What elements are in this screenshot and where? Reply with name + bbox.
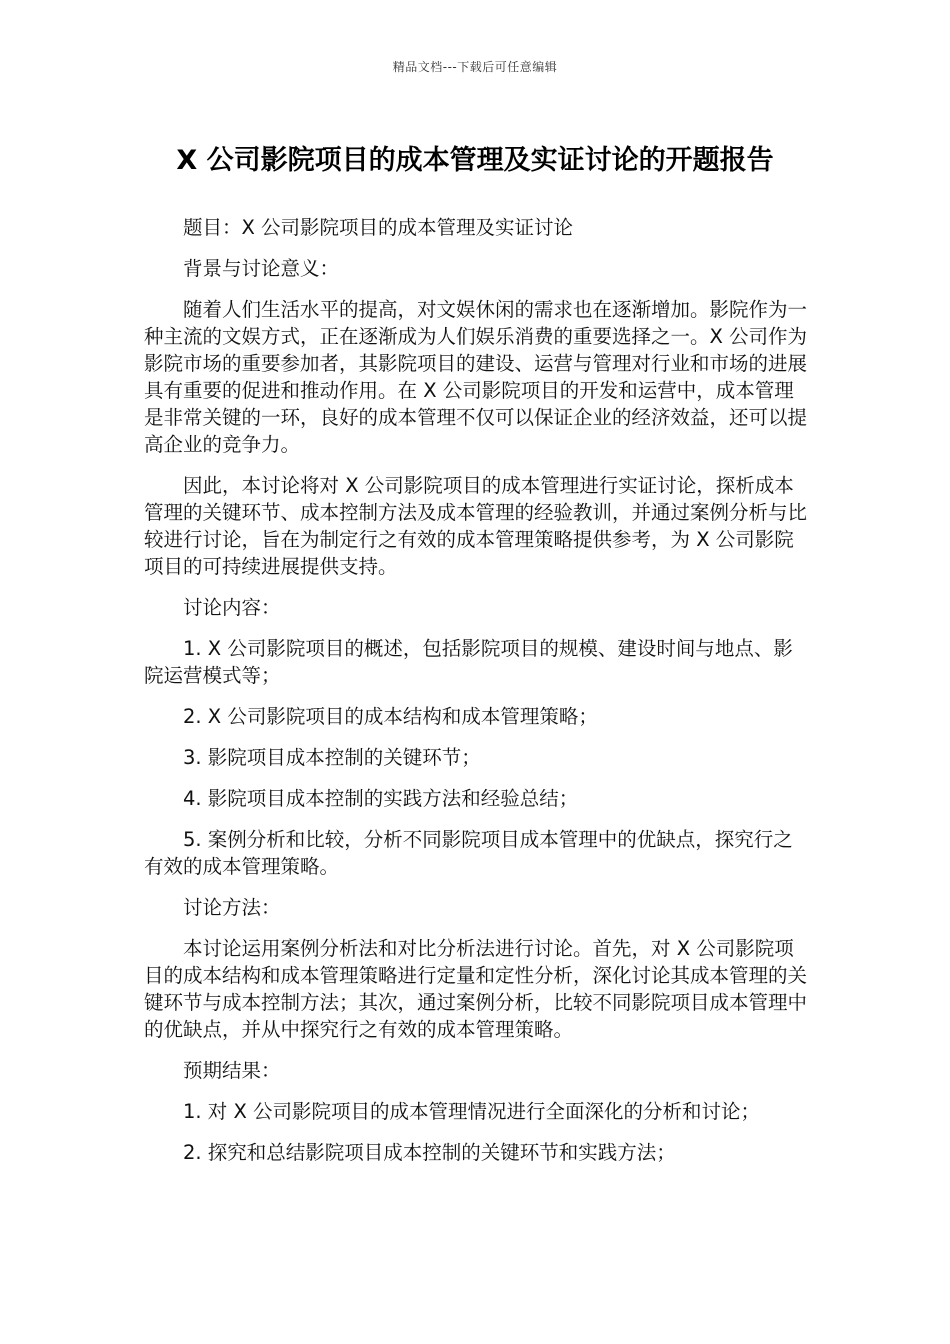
background-paragraph: 随着人们生活水平的提高，对文娱休闲的需求也在逐渐增加。影院作为一种主流的文娱方式，正在逐渐成为人们娱乐消费的重要选择之一。X 公司作为影院市场的重要参加者，其影院项目的建设、运营与管理对行业和市场的进展具有重要的促进和推动作用。在 X 公司影院项目的开发和运营中，成本管理是非常关键的一环，良好的成本管理不仅可以保证企业的经济效益，还可以提高企业的竞争力。 xyxy=(144,298,808,456)
section-heading-content: 讨论内容： xyxy=(183,596,281,619)
section-heading-background: 背景与讨论意义： xyxy=(183,257,340,280)
page-header-watermark: 精品文档---下载后可任意编辑 xyxy=(392,60,558,74)
result-item-1: 1. 对 X 公司影院项目的成本管理情况进行全面深化的分析和讨论； xyxy=(183,1100,761,1123)
section-heading-method: 讨论方法： xyxy=(183,896,281,919)
content-item-2: 2. X 公司影院项目的成本结构和成本管理策略； xyxy=(183,705,598,728)
content-item-4: 4. 影院项目成本控制的实践方法和经验总结； xyxy=(183,787,579,810)
result-item-2: 2. 探究和总结影院项目成本控制的关键环节和实践方法； xyxy=(183,1141,676,1164)
document-title: X 公司影院项目的成本管理及实证讨论的开题报告 xyxy=(176,145,774,176)
topic-line: 题目：X 公司影院项目的成本管理及实证讨论 xyxy=(183,216,574,239)
purpose-paragraph: 因此，本讨论将对 X 公司影院项目的成本管理进行实证讨论，探析成本管理的关键环节、成本控制方法及成本管理的经验教训，并通过案例分析与比较进行讨论，旨在为制定行之有效的成本管理策略提供参考，为 X 公司影院项目的可持续进展提供支持。 xyxy=(144,474,808,578)
content-item-5: 5. 案例分析和比较，分析不同影院项目成本管理中的优缺点，探究行之有效的成本管理策略。 xyxy=(144,828,793,878)
document-body xyxy=(144,214,808,1180)
content-item-3: 3. 影院项目成本控制的关键环节； xyxy=(183,746,481,769)
content-item-1: 1. X 公司影院项目的概述，包括影院项目的规模、建设时间与地点、影院运营模式等； xyxy=(144,637,793,687)
section-heading-results: 预期结果： xyxy=(183,1059,281,1082)
method-paragraph: 本讨论运用案例分析法和对比分析法进行讨论。首先，对 X 公司影院项目的成本结构和成本管理策略进行定量和定性分析，深化讨论其成本管理的关键环节与成本控制方法；其次，通过案例分析，比较不同影院项目成本管理中的优缺点，并从中探究行之有效的成本管理策略。 xyxy=(144,937,808,1041)
